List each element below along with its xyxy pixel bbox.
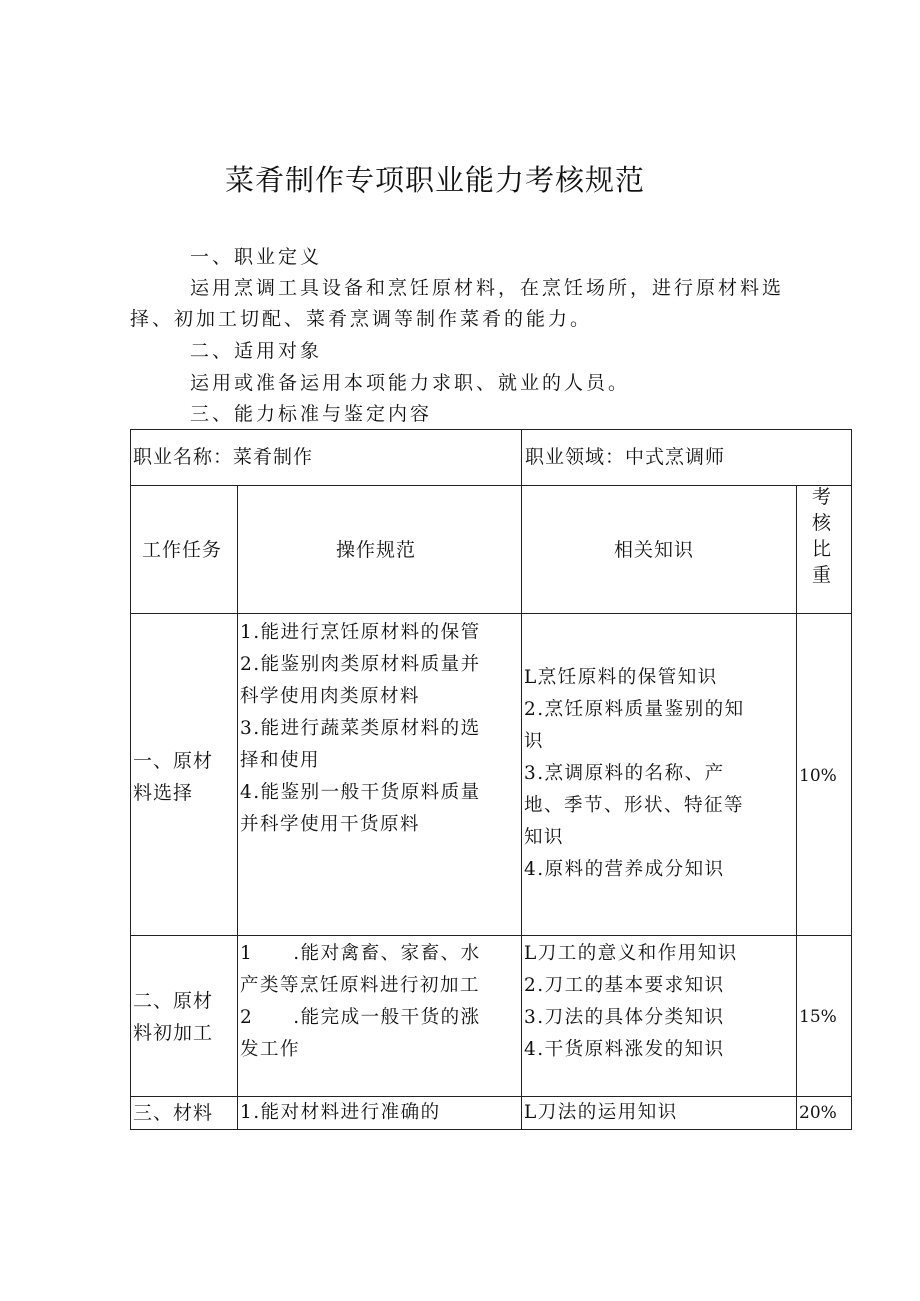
row-3-task: 三、材料 — [133, 1102, 214, 1124]
task-line: 二、原材 — [133, 990, 214, 1012]
row-2-weight: 15% — [799, 1007, 837, 1027]
row-3-knowledge: L刀法的运用知识 — [524, 1102, 678, 1123]
row-1-weight: 10% — [799, 766, 837, 786]
spec-line: 3.能进行蔬菜类原材料的选 — [240, 718, 481, 739]
knowledge-line: 地、季节、形状、特征等 — [524, 795, 745, 816]
document-title: 菜肴制作专项职业能力考核规范 — [224, 163, 645, 197]
knowledge-line: 3.刀法的具体分类知识 — [524, 1007, 725, 1028]
knowledge-line: 3.烹调原料的名称、产 — [524, 763, 725, 784]
section-1-body-line-2: 择、初加工切配、菜肴烹调等制作菜肴的能力。 — [130, 308, 593, 330]
section-2-body: 运用或准备运用本项能力求职、就业的人员。 — [190, 372, 631, 394]
spec-line: 2 .能完成一般干货的涨 — [240, 1007, 481, 1028]
header-weight — [812, 484, 832, 588]
table-border-bottom — [130, 1129, 852, 1130]
header-spec: 操作规范 — [336, 539, 417, 561]
knowledge-line: 2.烹饪原料质量鉴别的知 — [524, 699, 745, 720]
spec-line: 发工作 — [240, 1039, 301, 1060]
header-weight-char: 比 — [812, 538, 833, 560]
row-2-knowledge — [524, 938, 738, 1066]
row-1-task — [133, 745, 213, 809]
spec-line: 并科学使用干货原料 — [240, 814, 421, 835]
header-weight-char: 考 — [812, 486, 833, 508]
task-line: 料初加工 — [133, 1022, 214, 1044]
table-divider — [130, 1096, 852, 1097]
header-task: 工作任务 — [142, 539, 223, 561]
section-2-heading: 二、适用对象 — [190, 340, 323, 362]
table-divider — [130, 935, 852, 936]
occupation-field: 职业领域：中式烹调师 — [525, 446, 726, 468]
row-2-task — [133, 985, 213, 1049]
spec-line: 1.能进行烹饪原材料的保管 — [240, 622, 481, 643]
section-1-body-line-1: 运用烹调工具设备和烹饪原材料，在烹饪场所，进行原材料选 — [190, 277, 785, 299]
spec-line: 2.能鉴别肉类原材料质量并 — [240, 654, 481, 675]
header-knowledge: 相关知识 — [614, 539, 695, 561]
spec-line: 择和使用 — [240, 750, 321, 771]
section-1-heading: 一、职业定义 — [190, 246, 323, 268]
table-divider — [796, 485, 797, 1130]
table-divider — [521, 429, 522, 1130]
knowledge-line: 2.刀工的基本要求知识 — [524, 975, 725, 996]
knowledge-line: 4.原料的营养成分知识 — [524, 859, 725, 880]
knowledge-line: L烹饪原料的保管知识 — [524, 667, 718, 688]
knowledge-line: 识 — [524, 731, 545, 752]
header-weight-char: 核 — [812, 512, 833, 534]
header-weight-char: 重 — [812, 564, 833, 586]
knowledge-line: 4.干货原料涨发的知识 — [524, 1039, 725, 1060]
row-3-weight: 20% — [799, 1103, 837, 1123]
table-border-left — [130, 429, 131, 1130]
knowledge-line: L刀工的意义和作用知识 — [524, 943, 738, 964]
spec-line: 4.能鉴别一般干货原料质量 — [240, 782, 481, 803]
spec-line: 产类等烹饪原料进行初加工 — [240, 975, 481, 996]
section-3-heading: 三、能力标准与鉴定内容 — [190, 403, 433, 425]
task-line: 一、原材 — [133, 750, 214, 772]
task-line: 料选择 — [133, 782, 194, 804]
table-divider — [130, 485, 852, 486]
knowledge-line: 知识 — [524, 827, 565, 848]
table-divider — [237, 485, 238, 1130]
spec-line: 1 .能对禽畜、家畜、水 — [240, 943, 481, 964]
spec-line: 科学使用肉类原材料 — [240, 686, 421, 707]
row-1-spec — [240, 617, 481, 841]
row-3-spec: 1.能对材料进行准确的 — [240, 1102, 441, 1123]
table-border-top — [130, 429, 852, 430]
table-border-right — [851, 429, 852, 1130]
row-2-spec — [240, 938, 481, 1066]
occupation-name: 职业名称：菜肴制作 — [133, 446, 314, 468]
row-1-knowledge — [524, 662, 745, 886]
table-divider — [130, 613, 852, 614]
